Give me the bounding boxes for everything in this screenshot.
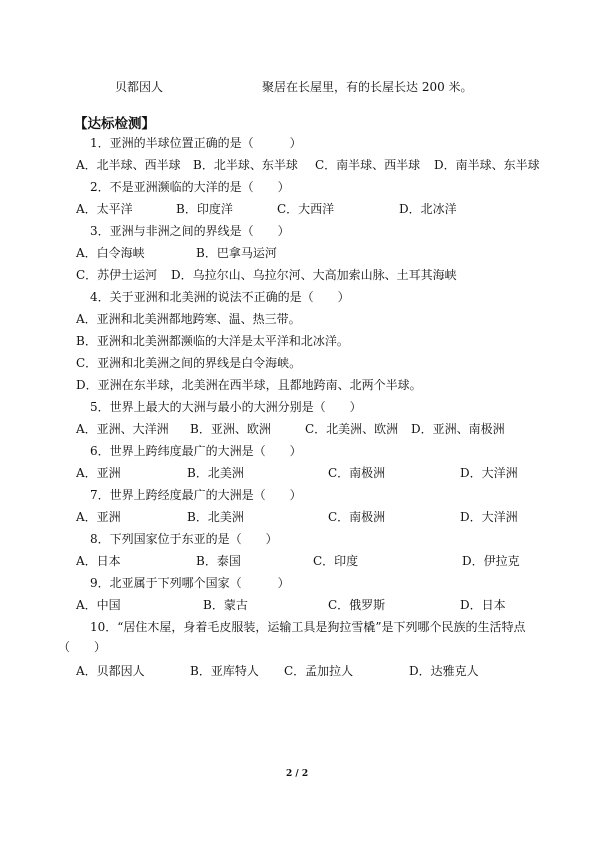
question-1-option-b: B．北半球、东半球 — [193, 158, 298, 172]
question-6-option-b: B．北美洲 — [187, 466, 244, 480]
question-8-stem: 8．下列国家位于东亚的是（ ） — [90, 532, 278, 546]
intro-people: 贝都因人 — [115, 80, 164, 94]
question-9-stem: 9．北亚属于下列哪个国家（ ） — [90, 576, 290, 590]
question-10-option-d: D．达雅克人 — [409, 664, 479, 678]
question-3-stem: 3．亚洲与非洲之间的界线是（ ） — [90, 224, 290, 238]
question-4-option-a: A．亚洲和北美洲都地跨寒、温、热三带。 — [76, 312, 301, 326]
question-4-stem: 4．关于亚洲和北美洲的说法不正确的是（ ） — [90, 290, 350, 304]
question-5-option-c: C．北美洲、欧洲 — [305, 422, 399, 436]
question-5-option-b: B．亚洲、欧洲 — [190, 422, 271, 436]
question-2-option-a: A．太平洋 — [76, 202, 133, 216]
question-2-option-b: B．印度洋 — [176, 202, 233, 216]
question-1-option-d: D．南半球、东半球 — [434, 158, 540, 172]
question-2-stem: 2．不是亚洲濒临的大洋的是（ ） — [90, 180, 290, 194]
page-number: 2 / 2 — [286, 769, 309, 779]
question-7-option-b: B．北美洲 — [187, 510, 244, 524]
question-5-option-a: A．亚洲、大洋洲 — [76, 422, 169, 436]
question-8-option-d: D．伊拉克 — [462, 554, 520, 568]
question-6-option-c: C．南极洲 — [328, 466, 386, 480]
question-10-option-c: C．孟加拉人 — [284, 664, 354, 678]
question-9-option-c: C．俄罗斯 — [328, 598, 386, 612]
question-10-stem: 10．“居住木屋，身着毛皮服装，运输工具是狗拉雪橇”是下列哪个民族的生活特点 — [90, 620, 526, 634]
intro-description: 聚居在长屋里，有的长屋长达 200 米。 — [262, 80, 473, 94]
question-3-option-d: D．乌拉尔山、乌拉尔河、大高加索山脉、土耳其海峡 — [171, 268, 457, 282]
question-3-option-b: B．巴拿马运河 — [196, 246, 277, 260]
question-1-option-c: C．南半球、西半球 — [315, 158, 421, 172]
question-9-option-d: D．日本 — [460, 598, 506, 612]
question-4-option-c: C．亚洲和北美洲之间的界线是白令海峡。 — [76, 356, 302, 370]
question-6-option-a: A．亚洲 — [76, 466, 121, 480]
question-7-option-a: A．亚洲 — [76, 510, 121, 524]
question-4-option-d: D．亚洲在东半球，北美洲在西半球，且都地跨南、北两个半球。 — [76, 378, 422, 392]
question-5-option-d: D．亚洲、南极洲 — [411, 422, 505, 436]
question-7-option-d: D．大洋洲 — [460, 510, 518, 524]
question-10-option-b: B．亚库特人 — [190, 664, 259, 678]
question-5-stem: 5．世界上最大的大洲与最小的大洲分别是（ ） — [90, 400, 362, 414]
question-6-option-d: D．大洋洲 — [460, 466, 518, 480]
question-2-option-d: D．北冰洋 — [399, 202, 457, 216]
question-7-option-c: C．南极洲 — [328, 510, 386, 524]
question-6-stem: 6．世界上跨纬度最广的大洲是（ ） — [90, 444, 302, 458]
question-8-option-c: C．印度 — [313, 554, 359, 568]
question-7-stem: 7．世界上跨经度最广的大洲是（ ） — [90, 488, 302, 502]
question-8-option-b: B．泰国 — [196, 554, 241, 568]
question-9-option-b: B．蒙古 — [203, 598, 248, 612]
question-3-option-a: A．白令海峡 — [76, 246, 145, 260]
question-10-option-a: A．贝都因人 — [76, 664, 145, 678]
question-3-option-c: C．苏伊士运河 — [76, 268, 158, 282]
question-8-option-a: A．日本 — [76, 554, 121, 568]
question-1-stem: 1．亚洲的半球位置正确的是（ ） — [90, 136, 302, 150]
question-9-option-a: A．中国 — [76, 598, 121, 612]
section-title: 【达标检测】 — [74, 116, 155, 132]
question-4-option-b: B．亚洲和北美洲都濒临的大洋是太平洋和北冰洋。 — [76, 334, 349, 348]
question-10-answer-blank: （ ） — [58, 640, 107, 654]
question-1-option-a: A．北半球、西半球 — [76, 158, 181, 172]
question-2-option-c: C．大西洋 — [277, 202, 335, 216]
